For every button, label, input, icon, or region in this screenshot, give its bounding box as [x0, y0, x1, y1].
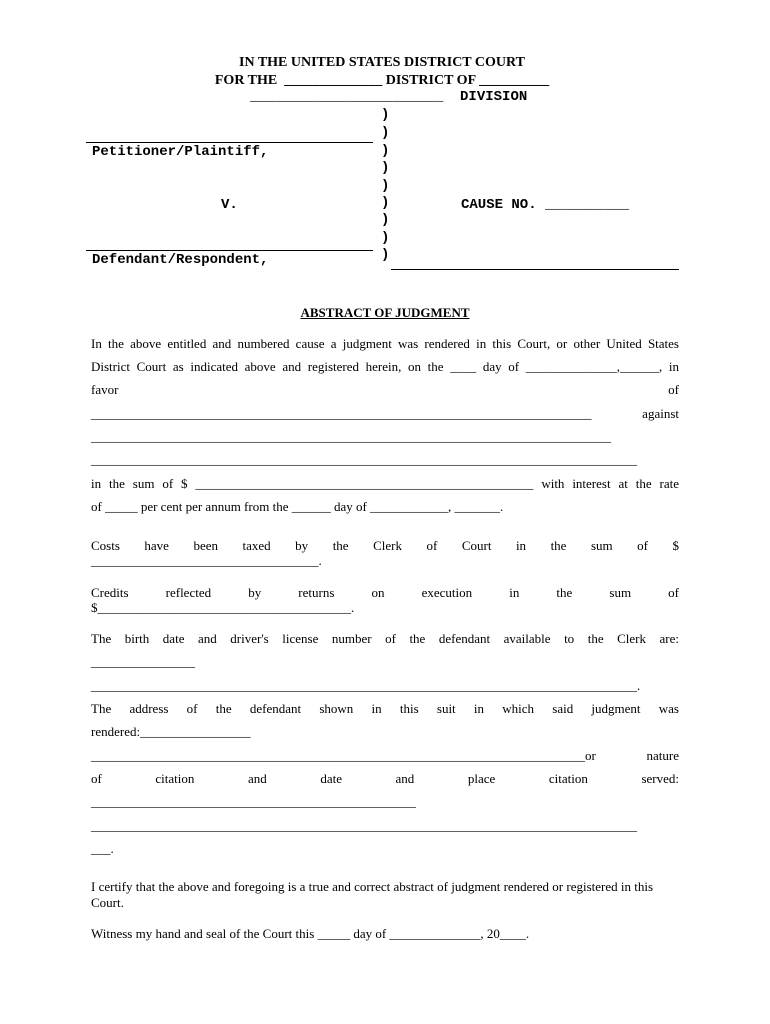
license-blank: ________________ [91, 654, 195, 669]
blank-line: ____________________________________________________________________________________ [91, 818, 637, 833]
caption-paren: ) [381, 125, 390, 141]
respondent-name-line [86, 250, 373, 251]
credits-line: Credits reflected by returns on execution in the sum of [91, 585, 679, 600]
petitioner-label: Petitioner/Plaintiff, [92, 144, 269, 160]
judgment-text-line: District Court as indicated above and registered herein, on the ____ day of ______________,______, in [91, 359, 679, 374]
rendered-line: rendered:_________________ [91, 724, 251, 739]
blank-line: ____________________________________________________________________________________ [91, 452, 637, 467]
blank-line: ____________________________________________________________________________________. [91, 678, 641, 693]
document-title: ABSTRACT OF JUDGMENT [300, 305, 470, 320]
caption-paren: ) [381, 178, 390, 194]
caption-paren: ) [381, 195, 390, 211]
interest-line: of _____ per cent per annum from the ______ day of ____________, _______. [91, 499, 504, 514]
costs-blank: ___________________________________. [91, 553, 322, 568]
caption-bottom-rule [391, 269, 679, 270]
credits-blank: $_______________________________________. [91, 600, 355, 615]
blank-line: ________________________________________________________________________________ [91, 429, 611, 444]
citation-line: of citation and date and place citation served: [91, 771, 679, 786]
address-line: The address of the defendant shown in this suit in which said judgment was [91, 701, 679, 716]
caption-paren: ) [381, 230, 390, 246]
blank-line-end: ___. [91, 841, 114, 856]
judgment-text-line: favor of [91, 382, 679, 397]
caption-paren: ) [381, 212, 390, 228]
caption-paren: ) [381, 143, 390, 159]
license-line: The birth date and driver's license number of the defendant available to the Clerk are: [91, 631, 679, 646]
judgment-text-line: _____________________________________________________________________________ against [91, 406, 679, 421]
district-line: FOR THE ______________ DISTRICT OF __________ [214, 73, 550, 88]
division-line: _______________________ DIVISION [250, 89, 528, 105]
court-heading: IN THE UNITED STATES DISTRICT COURT [239, 55, 525, 70]
respondent-label: Defendant/Respondent, [92, 252, 269, 268]
costs-line: Costs have been taxed by the Clerk of Court in the sum of $ [91, 538, 679, 553]
citation-blank: __________________________________________________ [91, 794, 416, 809]
versus-label: V. [221, 197, 238, 213]
judgment-text-line: In the above entitled and numbered cause a judgment was rendered in this Court, or other United States [91, 336, 679, 351]
petitioner-name-line [86, 142, 373, 143]
caption-paren: ) [381, 107, 390, 123]
cause-number: CAUSE NO. __________ [461, 197, 630, 213]
certification-text: I certify that the above and foregoing is a true and correct abstract of judgment rendered or registered in this Court. [91, 879, 654, 910]
witness-line: Witness my hand and seal of the Court this _____ day of ______________, 20____. [91, 926, 530, 941]
nature-line: ____________________________________________________________________________or nature [91, 748, 679, 763]
caption-paren: ) [381, 160, 390, 176]
caption-paren: ) [381, 247, 390, 263]
sum-line: in the sum of $ ____________________________________________________ with interest at the rate [91, 476, 679, 491]
